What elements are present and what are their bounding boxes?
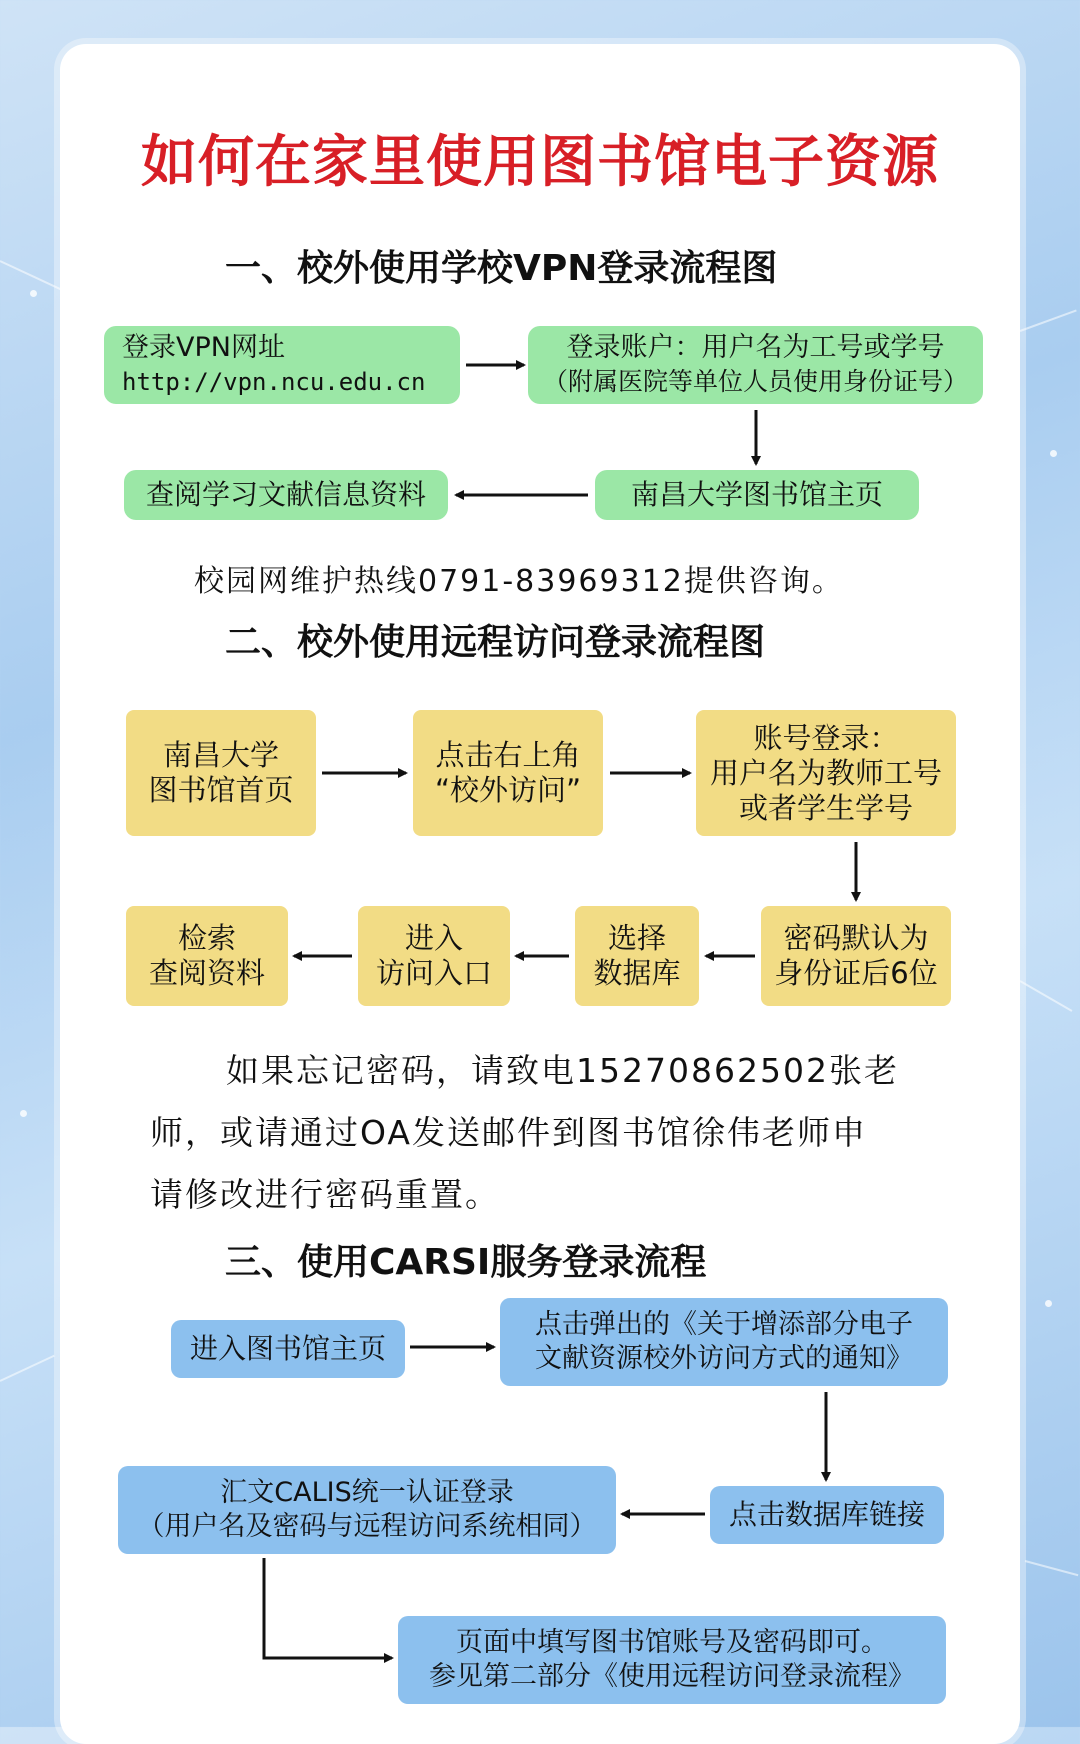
vpn-url-label: 登录VPN网址: [122, 332, 285, 363]
library-homepage-box: 南昌大学图书馆主页: [595, 470, 919, 520]
select-database-box: 选择 数据库: [575, 906, 699, 1006]
vpn-account-line2: （附属医院等单位人员使用身份证号）: [542, 367, 968, 396]
password-reset-paragraph: 如果忘记密码，请致电15270862502张老 师，或请通过OA发送邮件到图书馆徐伟老师申 请修改进行密码重置。: [150, 1051, 899, 1214]
calis-login-box: 汇文CALIS统一认证登录 （用户名及密码与远程访问系统相同）: [118, 1466, 616, 1554]
vpn-account-box: [528, 326, 983, 404]
hotline-note: 校园网维护热线0791-83969312提供咨询。: [194, 564, 844, 599]
account-login-box: 账号登录： 用户名为教师工号 或者学生学号: [696, 710, 956, 836]
enter-library-homepage-box: 进入图书馆主页: [171, 1320, 405, 1378]
vpn-url: http://vpn.ncu.edu.cn: [122, 368, 426, 396]
section3-title: 三、使用CARSI服务登录流程: [225, 1242, 707, 1283]
enter-access-portal-box: 进入 访问入口: [358, 906, 510, 1006]
click-notice-box: 点击弹出的《关于增添部分电子 文献资源校外访问方式的通知》: [500, 1298, 948, 1386]
default-password-box: 密码默认为 身份证后6位: [761, 906, 951, 1006]
click-database-link-box: 点击数据库链接: [710, 1486, 944, 1544]
page-title: 如何在家里使用图书馆电子资源: [141, 130, 939, 195]
section2-title: 二、校外使用远程访问登录流程图: [225, 622, 766, 663]
fill-credentials-box: 页面中填写图书馆账号及密码即可。 参见第二部分《使用远程访问登录流程》: [398, 1616, 946, 1704]
section1-title: 一、校外使用学校VPN登录流程图: [225, 248, 778, 289]
vpn-url-box: [104, 326, 460, 404]
browse-documents-box: 查阅学习文献信息资料: [124, 470, 448, 520]
vpn-account-line1: 登录账户：用户名为工号或学号: [566, 332, 945, 363]
ncu-library-homepage-box: 南昌大学 图书馆首页: [126, 710, 316, 836]
search-materials-box: 检索 查阅资料: [126, 906, 288, 1006]
click-off-campus-access-box: 点击右上角 “校外访问”: [413, 710, 603, 836]
